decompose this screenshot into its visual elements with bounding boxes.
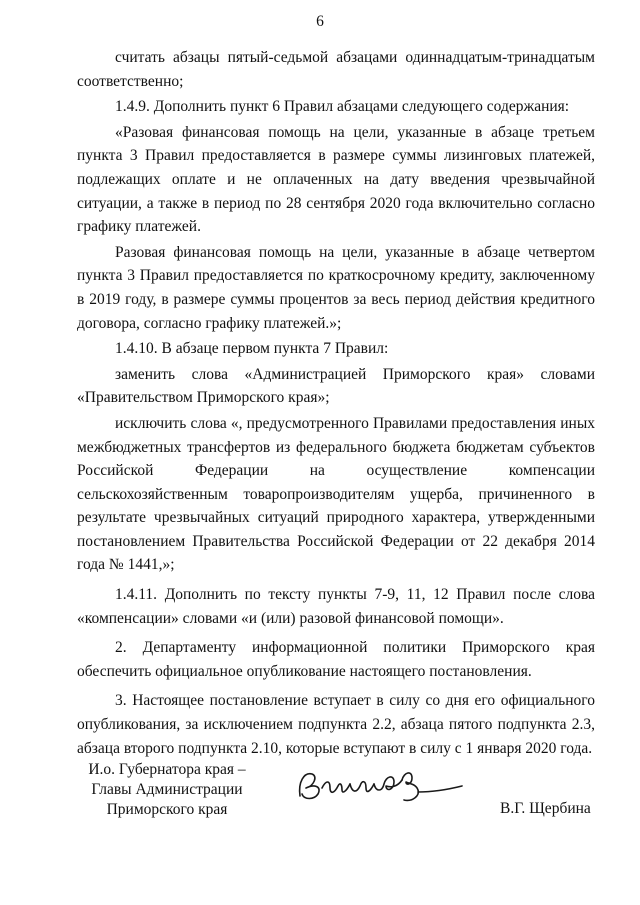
paragraph-1-4-10: 1.4.10. В абзаце первом пункта 7 Правил:: [115, 340, 389, 358]
paragraph-abzacy-renumber: считать абзацы пятый-седьмой абзацами одиннадцатым-тринадцатым соответственно;: [77, 49, 595, 90]
paragraph-item-3: 3. Настоящее постановление вступает в силу со дня его официального опубликования, за исключением подпункта 2.2, абзаца пятого подпункта 2.3, абзаца второго подпункта 2.10, которые вступают в силу с 1 января 2020 года.: [77, 692, 595, 757]
paragraph-1-4-11: 1.4.11. Дополнить по тексту пункты 7-9, 11, 12 Правил после слова «компенсации» словами «и (или) разовой финансовой помощи».: [77, 586, 595, 627]
paragraph-1-4-9: 1.4.9. Дополнить пункт 6 Правил абзацами следующего содержания:: [115, 98, 570, 116]
paragraph-exclude-words: исключить слова «, предусмотренного Правилами предоставления иных межбюджетных трансфертов из федерального бюджета бюджетам субъектов Российской Федерации на осуществление компенсации сельскохозяйственным товаропроизводителям ущерба, причиненного в результате чрезвычайных ситуаций природного характера, утвержденными постановлением Правительства Российской Федерации от 22 декабря 2014 года № 1441,»;: [77, 414, 595, 574]
document-body: [77, 46, 595, 762]
signer-title: [72, 760, 262, 820]
signature-block: [0, 760, 640, 830]
paragraph-credit-aid: Разовая финансовая помощь на цели, указанные в абзаце четвертом пункта 3 Правил предоставляется по краткосрочному кредиту, заключенному в 2019 году, в размере суммы процентов за весь период действия кредитного договора, согласно графику платежей.»;: [77, 243, 595, 332]
signer-title-line: Главы Администрации: [91, 781, 243, 798]
paragraph-item-2: 2. Департаменту информационной политики Приморского края обеспечить официальное опубликование настоящего постановления.: [77, 639, 595, 680]
signer-name: В.Г. Щербина: [500, 800, 591, 817]
signer-title-line: И.о. Губернатора края –: [88, 761, 246, 778]
page-number: 6: [316, 13, 324, 30]
paragraph-replace-words: заменить слова «Администрацией Приморского края» словами «Правительством Приморского края»;: [77, 365, 595, 407]
handwritten-signature: [290, 762, 470, 810]
signer-title-line: Приморского края: [106, 801, 228, 818]
paragraph-leasing-aid: «Разовая финансовая помощь на цели, указанные в абзаце третьем пункта 3 Правил предоставляется в размере суммы лизинговых платежей, подлежащих оплате и не оплаченных на дату введения чрезвычайной ситуации, а также в период по 28 сентября 2020 года включительно согласно графику платежей.: [77, 123, 595, 236]
